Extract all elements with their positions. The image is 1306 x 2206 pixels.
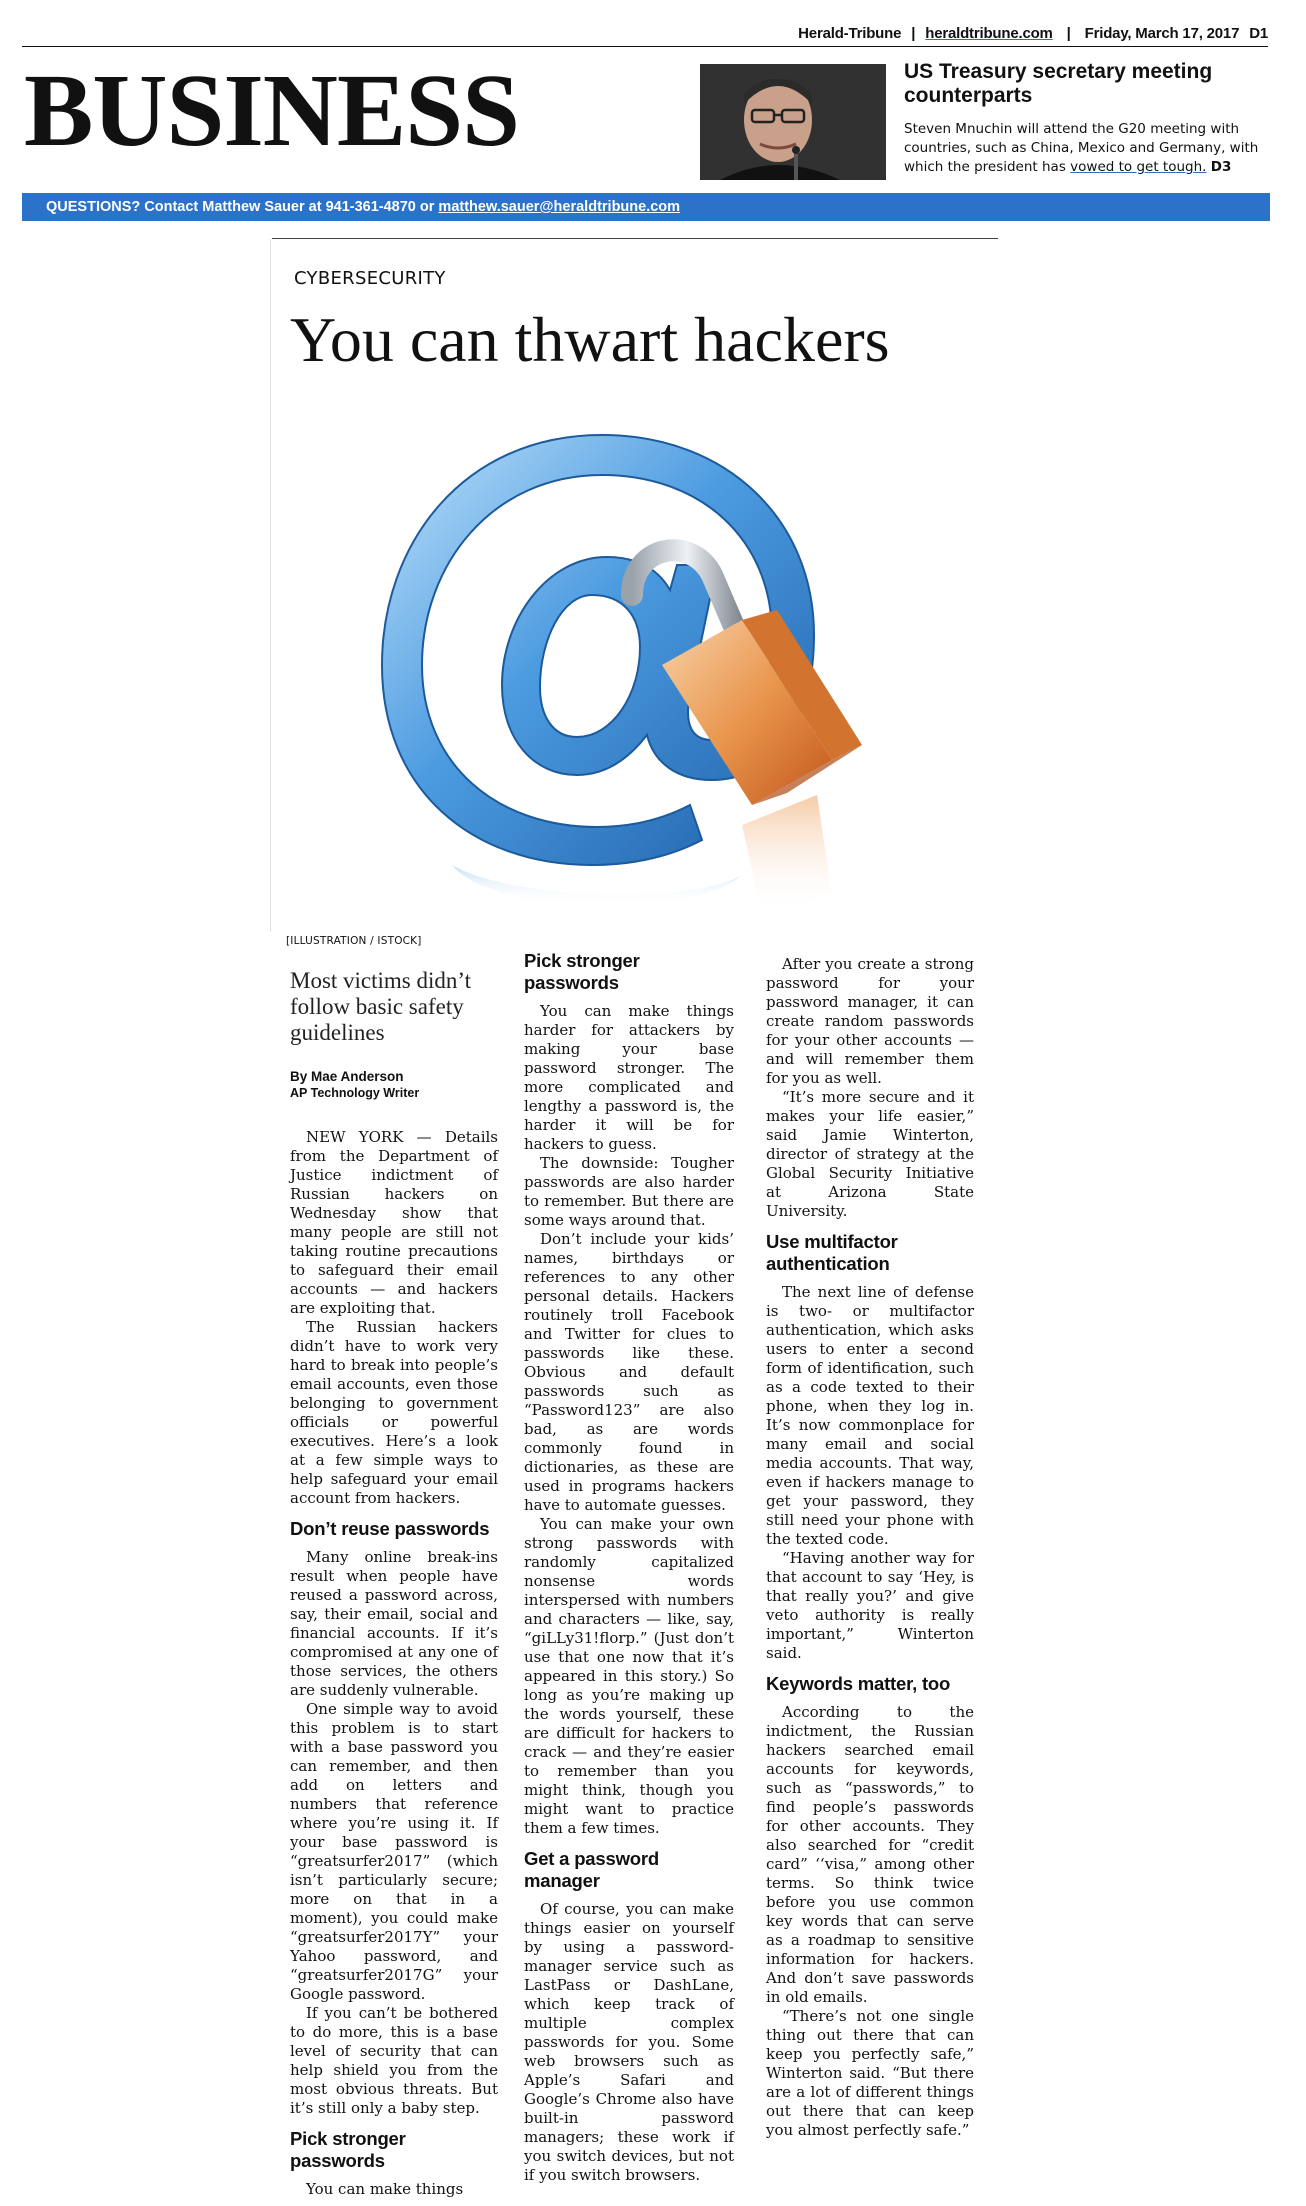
portrait-image: [700, 64, 886, 180]
teaser-page-ref: D3: [1210, 159, 1232, 175]
teaser-text: Steven Mnuchin will attend the G20 meeting with countries, such as China, Mexico and Germany, with which the president has: [904, 121, 1259, 175]
paragraph: You can make things harder for attackers by making your base password stronger. The more complicated and lengthy a password is, the harder it will be for hackers to guess.: [524, 1002, 734, 1153]
story-kicker: CYBERSECURITY: [294, 268, 446, 289]
paragraph: Of course, you can make things easier on yourself by using a password-manager service such as LastPass or DashLane, which keep track of multiple complex passwords for you. Some web browsers such as Apple’s Safari and Google’s Chrome also have built-in password managers; these work if you switch devices, but not if you switch browsers.: [524, 1900, 734, 2184]
paper-name: Herald-Tribune: [798, 24, 902, 42]
subhead-reuse-passwords: Don’t reuse passwords: [290, 1518, 490, 1539]
subhead-multifactor: Use multifactor authentication: [766, 1231, 898, 1274]
questions-bar: [22, 193, 1270, 221]
separator: |: [1062, 24, 1075, 42]
site-link[interactable]: heraldtribune.com: [925, 24, 1053, 42]
paragraph: Many online break-ins result when people have reused a password across, say, their email, social and financial accounts. If it’s compromised at any one of those services, the others are suddenly vulnerable.: [290, 1548, 498, 1699]
teaser-body: [904, 120, 1274, 177]
teaser-photo[interactable]: [700, 64, 886, 180]
issue-date: Friday, March 17, 2017: [1084, 24, 1240, 42]
story-left-rule: [270, 239, 271, 932]
byline-author: By Mae Anderson: [290, 1069, 404, 1084]
paragraph: The Russian hackers didn’t have to work very hard to break into people’s email accounts, even those belonging to government officials or powerful executives. Here’s a look at a few simple ways to help safeguard your email account from hackers.: [290, 1318, 498, 1507]
subhead-stronger-passwords: Pick stronger passwords: [290, 2128, 406, 2171]
teaser-headline[interactable]: US Treasury secretary meeting counterparts: [904, 60, 1213, 107]
paragraph: “Having another way for that account to say ‘Hey, is that really you?’ and give veto authority is really important,” Winterton said.: [766, 1549, 974, 1662]
paragraph: “It’s more secure and it makes your life easier,” said Jamie Winterton, director of strategy at the Global Security Initiative at Arizona State University.: [766, 1088, 974, 1220]
story-illustration: [272, 395, 1002, 935]
story-deck: Most victims didn’t follow basic safety guidelines: [290, 968, 472, 1045]
contact-email-link[interactable]: matthew.sauer@heraldtribune.com: [438, 199, 681, 215]
story-column-1: [286, 960, 498, 2199]
paragraph: After you create a strong password for your password manager, it can create random passwords for your other accounts — and will remember them for you as well.: [766, 955, 974, 1087]
paragraph: Don’t include your kids’ names, birthdays or references to any other personal details. Hackers routinely troll Facebook and Twitter for clues to passwords like these. Obvious and default passwords such as “Password123” are also bad, as are words commonly found in dictionaries, as these are used in programs hackers have to automate guesses.: [524, 1230, 734, 1514]
paragraph: “There’s not one single thing out there that can keep you perfectly safe,” Winterton said. “But there are a lot of different things out there that can keep you almost perfectly safe.”: [766, 2007, 974, 2139]
teaser-link[interactable]: vowed to get tough.: [1070, 159, 1207, 175]
at-sign-padlock-illustration: [272, 395, 1002, 935]
paragraph: The next line of defense is two- or multifactor authentication, which asks users to enter a second form of identification, such as a code texted to their phone, when they log in. It’s now commonplace for many email and social media accounts. That way, even if hackers manage to get your password, they still need your phone with the texted code.: [766, 1283, 974, 1548]
paragraph: You can make things: [306, 2180, 464, 2198]
paragraph: If you can’t be bothered to do more, this is a base level of security that can help shield you from the most obvious threats. But it’s still only a baby step.: [290, 2004, 498, 2117]
story-column-3: [766, 955, 974, 2140]
section-title: BUSINESS: [24, 53, 519, 168]
byline-role: AP Technology Writer: [290, 1086, 420, 1100]
page-number: D1: [1249, 24, 1268, 42]
paragraph: You can make your own strong passwords with randomly capitalized nonsense words interspersed with numbers and characters — like, say, “giLLy31!florp.” (Just don’t use that one now that it’s appeared in this story.) So long as you’re making up the words yourself, these are difficult for hackers to crack — and they’re easier to remember than you might think, though you might want to practice them a few times.: [524, 1515, 734, 1837]
paragraph: The downside: Tougher passwords are also harder to remember. But there are some ways around that.: [524, 1154, 734, 1229]
paragraph: One simple way to avoid this problem is to start with a base password you can remember, and then add on letters and numbers that reference where you’re using it. If your base password is “greatsurfer2017” (which isn’t particularly secure; more on that in a moment), you could make “greatsurfer2017Y” your Yahoo password, and “greatsurfer2017G” your Google password.: [290, 1700, 498, 2003]
questions-text: QUESTIONS? Contact Matthew Sauer at 941-361-4870 or: [46, 199, 439, 215]
separator: |: [911, 24, 916, 42]
story-body-col1: [290, 1128, 498, 2199]
subhead-keywords: Keywords matter, too: [766, 1673, 951, 1694]
subhead-stronger-passwords: Pick stronger passwords: [524, 950, 640, 993]
subhead-password-manager: Get a password manager: [524, 1848, 659, 1891]
photo-credit: [ILLUSTRATION / ISTOCK]: [286, 935, 422, 947]
story-headline: You can thwart hackers: [290, 304, 890, 375]
byline: [290, 1068, 498, 1102]
story-top-rule: [272, 238, 998, 239]
paragraph: NEW YORK — Details from the Department of Justice indictment of Russian hackers on Wednesday show that many people are still not taking routine precautions to safeguard their email accounts — and hackers are exploiting that.: [290, 1128, 498, 1317]
paragraph: According to the indictment, the Russian hackers searched email accounts for keywords, such as “passwords,” to find people’s passwords for other accounts. They also searched for “credit card” ‘‘visa,” among other terms. So think twice before you use common key words that can serve as a roadmap to sensitive information for hackers. And don’t save passwords in old emails.: [766, 1703, 974, 2006]
story-column-2: [524, 950, 734, 2185]
masthead-topline: [22, 20, 1268, 47]
